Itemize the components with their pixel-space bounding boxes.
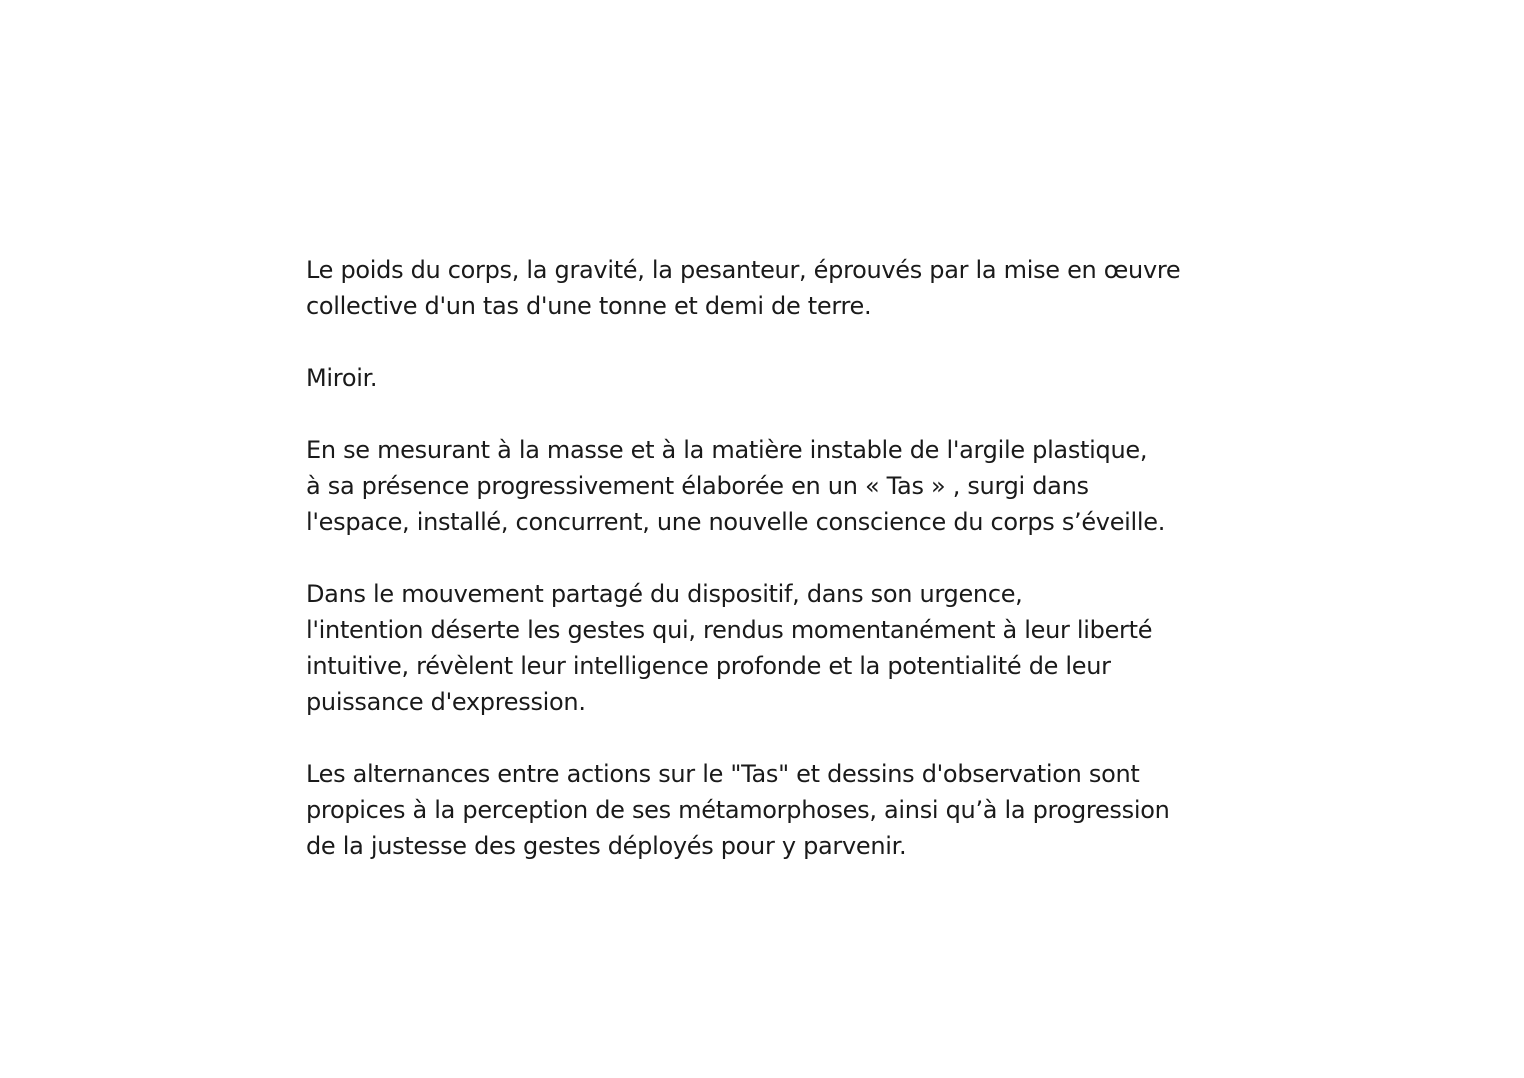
text-line: propices à la perception de ses métamorphoses, ainsi qu’à la progression — [306, 796, 1170, 824]
paragraph-1 — [306, 252, 1266, 324]
text-line: Miroir. — [306, 364, 378, 392]
paragraph-4 — [306, 576, 1266, 720]
paragraph-5 — [306, 756, 1266, 864]
body-text — [306, 252, 1266, 900]
text-line: l'espace, installé, concurrent, une nouvelle conscience du corps s’éveille. — [306, 508, 1166, 536]
text-line: de la justesse des gestes déployés pour y parvenir. — [306, 832, 907, 860]
paragraph-2 — [306, 360, 1266, 396]
text-line: Le poids du corps, la gravité, la pesanteur, éprouvés par la mise en œuvre — [306, 256, 1181, 284]
text-line: Dans le mouvement partagé du dispositif, dans son urgence, — [306, 580, 1023, 608]
text-line: puissance d'expression. — [306, 688, 586, 716]
text-line: intuitive, révèlent leur intelligence profonde et la potentialité de leur — [306, 652, 1111, 680]
text-line: l'intention déserte les gestes qui, rendus momentanément à leur liberté — [306, 616, 1153, 644]
text-line: Les alternances entre actions sur le "Tas" et dessins d'observation sont — [306, 760, 1140, 788]
text-line: collective d'un tas d'une tonne et demi de terre. — [306, 292, 872, 320]
paragraph-3 — [306, 432, 1266, 540]
text-line: En se mesurant à la masse et à la matière instable de l'argile plastique, — [306, 436, 1148, 464]
text-line: à sa présence progressivement élaborée en un « Tas » , surgi dans — [306, 472, 1089, 500]
